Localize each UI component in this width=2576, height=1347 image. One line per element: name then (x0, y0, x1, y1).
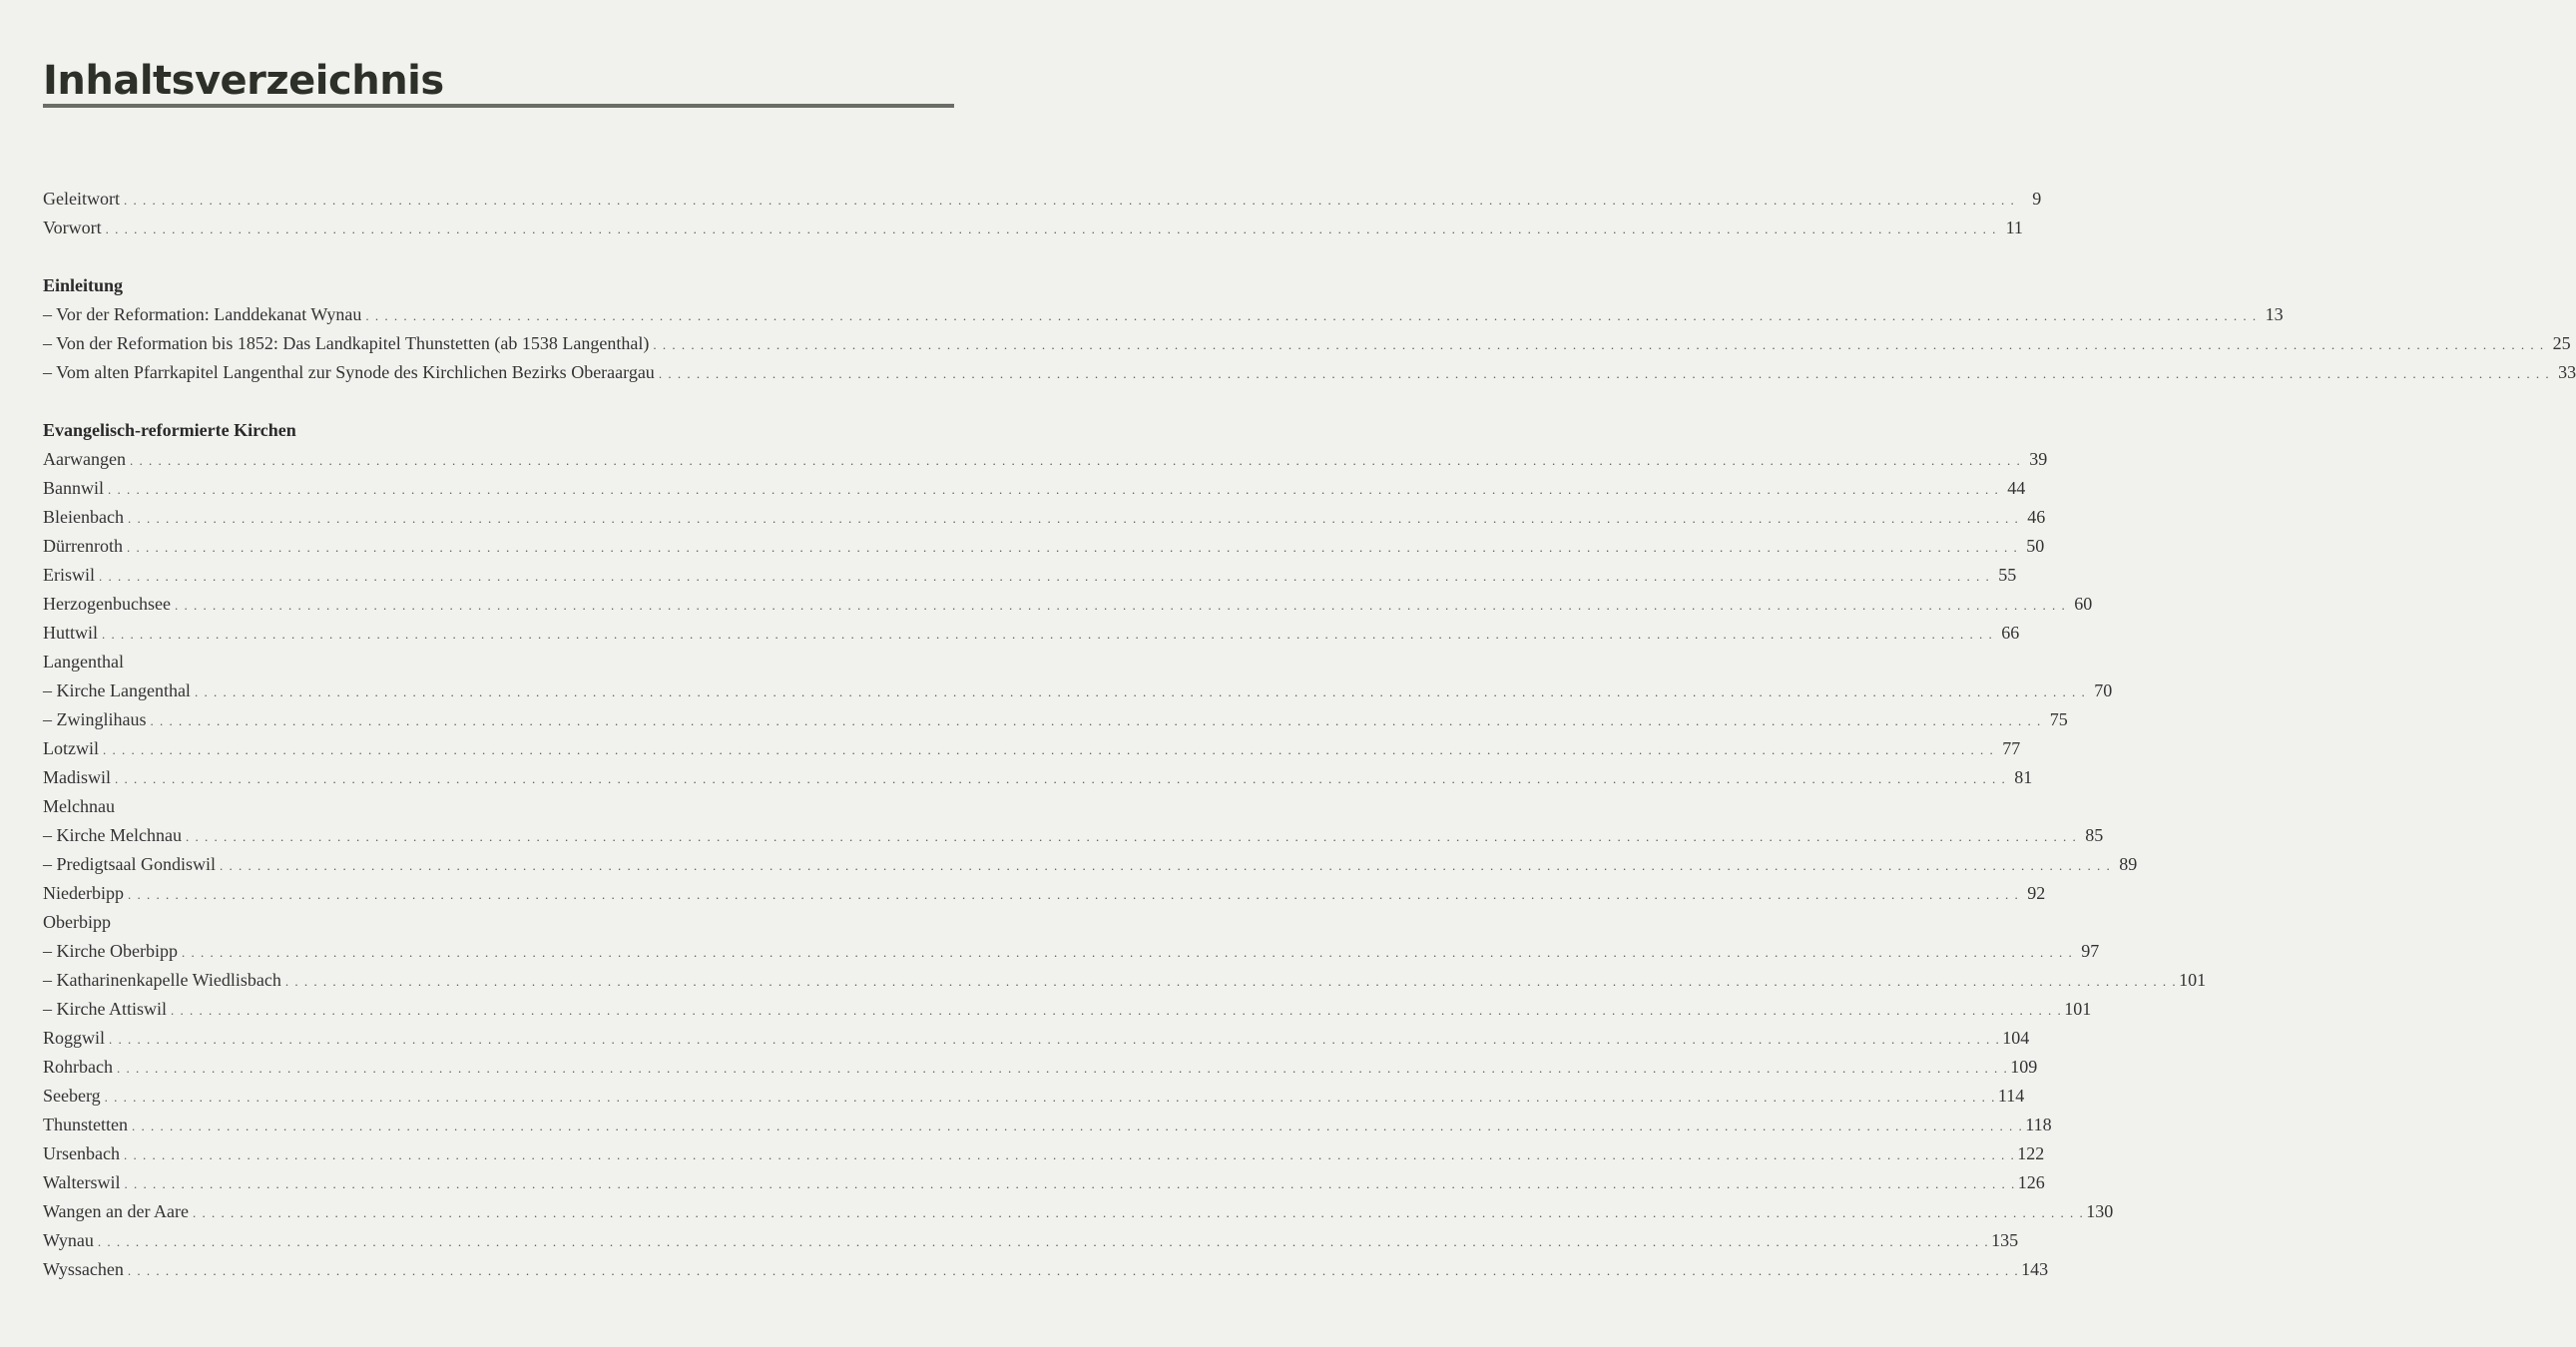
toc-entry-label: Huttwil (43, 623, 99, 643)
dot-leader: . . . . . . . . . . . . . . . . . . . . . . . . . . . . . . . . . . . . . . . . . . . . . . . . . . . . . . . . . . . . . . . . . . . . . . . . . . . . . . . . . . . . . . . . . . . . . . . . . . . . . . . . . . . . . . . . . . . . . . . . . . . . . . . . . . . . . . . . . . . . . . . . . . . . . . . . . . . . . . . . . . . . . . . . . . . . . . . . . . . . . . . . . . . . . . . . . . . . . . . . (220, 858, 2112, 873)
toc-page-number: 92 (2027, 883, 2046, 903)
toc-entry-label: Geleitwort (43, 189, 120, 209)
toc-page-number: 66 (2001, 623, 2020, 643)
toc-entry (43, 850, 2138, 879)
toc-page-number: 143 (2021, 1259, 2049, 1279)
toc-page-number: 55 (1998, 565, 2017, 585)
toc-entry (43, 879, 2046, 908)
toc-entry (43, 445, 2048, 474)
dot-leader: . . . . . . . . . . . . . . . . . . . . . . . . . . . . . . . . . . . . . . . . . . . . . . . . . . . . . . . . . . . . . . . . . . . . . . . . . . . . . . . . . . . . . . . . . . . . . . . . . . . . . . . . . . . . . . . . . . . . . . . . . . . . . . . . . . . . . . . . . . . . . . . . . . . . . . . . . . . . . . . . . . . . . . . . . . . . . . . . . . . . . . . . . . . . . . . . . . . . . . . . (97, 1234, 1990, 1249)
toc-entry (43, 1082, 2025, 1111)
toc-page-number: 130 (2086, 1201, 2114, 1221)
dot-leader: . . . . . . . . . . . . . . . . . . . . . . . . . . . . . . . . . . . . . . . . . . . . . . . . . . . . . . . . . . . . . . . . . . . . . . . . . . . . . . . . . . . . . . . . . . . . . . . . . . . . . . . . . . . . . . . . . . . . . . . . . . . . . . . . . . . . . . . . . . . . . . . . . . . . . . . . . . . . . . . . . . . . . . . . . . . . . . . . . . . . . . . . . . . . . . . . . . . . . . . . (124, 1176, 2016, 1191)
toc-entry (43, 619, 2020, 648)
toc-entry-label: Wyssachen (43, 1259, 124, 1279)
toc-entry (43, 214, 2023, 242)
toc-entry-label: Lotzwil (43, 738, 99, 758)
toc-entry-label: – Kirche Langenthal (43, 680, 191, 700)
toc-entry (43, 185, 2042, 214)
dot-leader: . . . . . . . . . . . . . . . . . . . . . . . . . . . . . . . . . . . . . . . . . . . . . . . . . . . . . . . . . . . . . . . . . . . . . . . . . . . . . . . . . . . . . . . . . . . . . . . . . . . . . . . . . . . . . . . . . . . . . . . . . . . . . . . . . . . . . . . . . . . . . . . . . . . . . . . . . . . . . . . . . . . . . . . . . . . . . . . . . . . . . . . . . . . . . . . . . . . . . . . . (116, 1061, 2009, 1076)
dot-leader: . . . . . . . . . . . . . . . . . . . . . . . . . . . . . . . . . . . . . . . . . . . . . . . . . . . . . . . . . . . . . . . . . . . . . . . . . . . . . . . . . . . . . . . . . . . . . . . . . . . . . . . . . . . . . . . . . . . . . . . . . . . . . . . . . . . . . . . . . . . . . . . . . . . . . . . . . . . . . . . . . . . . . . . . . . . . . . . . . . . . . . . . . . . . . . . . . . . . . . . . (123, 1147, 2016, 1162)
toc-entry-label: Wynau (43, 1230, 94, 1250)
toc-page-number: 89 (2119, 854, 2138, 874)
dot-leader: . . . . . . . . . . . . . . . . . . . . . . . . . . . . . . . . . . . . . . . . . . . . . . . . . . . . . . . . . . . . . . . . . . . . . . . . . . . . . . . . . . . . . . . . . . . . . . . . . . . . . . . . . . . . . . . . . . . . . . . . . . . . . . . . . . . . . . . . . . . . . . . . . . . . . . . . . . . . . . . . . . . . . . . . . . . . . . . . . . . . . . . . . . . . . . . . . . . . . . . . (150, 713, 2042, 728)
section-spacer (43, 387, 959, 416)
dot-leader: . . . . . . . . . . . . . . . . . . . . . . . . . . . . . . . . . . . . . . . . . . . . . . . . . . . . . . . . . . . . . . . . . . . . . . . . . . . . . . . . . . . . . . . . . . . . . . . . . . . . . . . . . . . . . . . . . . . . . . . . . . . . . . . . . . . . . . . . . . . . . . . . . . . . . . . . . . . . . . . . . . . . . . . . . . . . . . . . . . . . . . . . . . . . . . . . . . . . . . . . (365, 308, 2258, 323)
toc-entry (43, 763, 2033, 792)
toc-page-number: 39 (2029, 449, 2048, 469)
toc-entry (43, 329, 2571, 358)
dot-leader: . . . . . . . . . . . . . . . . . . . . . . . . . . . . . . . . . . . . . . . . . . . . . . . . . . . . . . . . . . . . . . . . . . . . . . . . . . . . . . . . . . . . . . . . . . . . . . . . . . . . . . . . . . . . . . . . . . . . . . . . . . . . . . . . . . . . . . . . . . . . . . . . . . . . . . . . . . . . . . . . . . . . . . . . . . . . . . . . . . . . . . . . . . . . . . . . . . . . . . . . (99, 569, 1991, 584)
toc-group-label: Oberbipp (43, 912, 111, 932)
toc-entry-label: Walterswil (43, 1172, 121, 1192)
toc-page-number: 77 (2002, 738, 2021, 758)
dot-leader: . . . . . . . . . . . . . . . . . . . . . . . . . . . . . . . . . . . . . . . . . . . . . . . . . . . . . . . . . . . . . . . . . . . . . . . . . . . . . . . . . . . . . . . . . . . . . . . . . . . . . . . . . . . . . . . . . . . . . . . . . . . . . . . . . . . . . . . . . . . . . . . . . . . . . . . . . . . . . . . . . . . . . . . . . . . . . . . . . . . . . . . . . . . . . . . . . . . . . . . . (192, 1205, 2085, 1220)
toc-entry (43, 300, 2284, 329)
toc-page-number: 85 (2085, 825, 2104, 845)
toc-entry (43, 561, 2017, 590)
toc-page-number: 126 (2017, 1172, 2045, 1192)
toc-page-number: 101 (2179, 970, 2207, 990)
toc-page-number: 33 (2558, 362, 2576, 382)
toc-entry-label: Madiswil (43, 767, 112, 787)
dot-leader: . . . . . . . . . . . . . . . . . . . . . . . . . . . . . . . . . . . . . . . . . . . . . . . . . . . . . . . . . . . . . . . . . . . . . . . . . . . . . . . . . . . . . . . . . . . . . . . . . . . . . . . . . . . . . . . . . . . . . . . . . . . . . . . . . . . . . . . . . . . . . . . . . . . . . . . . . . . . . . . . . . . . . . . . . . . . . . . . . . . . . . . . . . . . . . . . . . . . . . . . (102, 627, 1994, 642)
toc-entry (43, 705, 2068, 734)
toc-entry-label: Thunstetten (43, 1115, 128, 1134)
toc-entry (43, 1111, 2052, 1139)
toc-entry-label: Dürrenroth (43, 536, 123, 556)
dot-leader: . . . . . . . . . . . . . . . . . . . . . . . . . . . . . . . . . . . . . . . . . . . . . . . . . . . . . . . . . . . . . . . . . . . . . . . . . . . . . . . . . . . . . . . . . . . . . . . . . . . . . . . . . . . . . . . . . . . . . . . . . . . . . . . . . . . . . . . . . . . . . . . . . . . . . . . . . . . . . . . . . . . . . . . . . . . . . . . . . . . . . . . . . . . . . . . . . . . . . . . . (127, 1263, 2020, 1278)
toc-entry-label: Bannwil (43, 478, 104, 498)
toc-page-number: 81 (2014, 767, 2033, 787)
toc-entry (43, 1139, 2045, 1168)
toc-page-number: 25 (2552, 333, 2571, 353)
toc-group-label: Melchnau (43, 796, 115, 816)
toc-page-number: 13 (2265, 304, 2284, 324)
toc-entry-label: – Kirche Melchnau (43, 825, 182, 845)
dot-leader: . . . . . . . . . . . . . . . . . . . . . . . . . . . . . . . . . . . . . . . . . . . . . . . . . . . . . . . . . . . . . . . . . . . . . . . . . . . . . . . . . . . . . . . . . . . . . . . . . . . . . . . . . . . . . . . . . . . . . . . . . . . . . . . . . . . . . . . . . . . . . . . . . . . . . . . . . . . . . . . . . . . . . . . . . . . . . . . . . . . . . . . . . . . . . . . . . . . . . . . . (174, 598, 2067, 613)
page-title: Inhaltsverzeichnis (43, 58, 444, 104)
toc-page-number: 75 (2049, 709, 2068, 729)
toc-entry-label: – Zwinglihaus (43, 709, 147, 729)
toc-entry-label: – Katharinenkapelle Wiedlisbach (43, 970, 281, 990)
toc-entry (43, 966, 2207, 995)
dot-leader: . . . . . . . . . . . . . . . . . . . . . . . . . . . . . . . . . . . . . . . . . . . . . . . . . . . . . . . . . . . . . . . . . . . . . . . . . . . . . . . . . . . . . . . . . . . . . . . . . . . . . . . . . . . . . . . . . . . . . . . . . . . . . . . . . . . . . . . . . . . . . . . . . . . . . . . . . . . . . . . . . . . . . . . . . . . . . . . . . . . . . . . . . . . . . . . . . . . . . . . . (126, 540, 2019, 555)
dot-leader: . . . . . . . . . . . . . . . . . . . . . . . . . . . . . . . . . . . . . . . . . . . . . . . . . . . . . . . . . . . . . . . . . . . . . . . . . . . . . . . . . . . . . . . . . . . . . . . . . . . . . . . . . . . . . . . . . . . . . . . . . . . . . . . . . . . . . . . . . . . . . . . . . . . . . . . . . . . . . . . . . . . . . . . . . . . . . . . . . . . . . . . . . . . . . . . . . . . . . . . . (653, 337, 2545, 352)
toc-entry (43, 995, 2092, 1024)
toc-entry-label: Eriswil (43, 565, 95, 585)
toc-page-number: 9 (2032, 189, 2042, 209)
toc-entry-label: – Kirche Attiswil (43, 999, 167, 1019)
dot-leader: . . . . . . . . . . . . . . . . . . . . . . . . . . . . . . . . . . . . . . . . . . . . . . . . . . . . . . . . . . . . . . . . . . . . . . . . . . . . . . . . . . . . . . . . . . . . . . . . . . . . . . . . . . . . . . . . . . . . . . . . . . . . . . . . . . . . . . . . . . . . . . . . . . . . . . . . . . . . . . . . . . . . . . . . . . . . . . . . . . . . . . . . . . . . . . . . . . . . . . . . (108, 482, 2000, 497)
dot-leader: . . . . . . . . . . . . . . . . . . . . . . . . . . . . . . . . . . . . . . . . . . . . . . . . . . . . . . . . . . . . . . . . . . . . . . . . . . . . . . . . . . . . . . . . . . . . . . . . . . . . . . . . . . . . . . . . . . . . . . . . . . . . . . . . . . . . . . . . . . . . . . . . . . . . . . . . . . . . . . . . . . . . . . . . . . . . . . . . . . . . . . . . . . . . . . . . . . . . . . . . (658, 366, 2551, 381)
dot-leader: . . . . . . . . . . . . . . . . . . . . . . . . . . . . . . . . . . . . . . . . . . . . . . . . . . . . . . . . . . . . . . . . . . . . . . . . . . . . . . . . . . . . . . . . . . . . . . . . . . . . . . . . . . . . . . . . . . . . . . . . . . . . . . . . . . . . . . . . . . . . . . . . . . . . . . . . . . . . . . . . . . . . . . . . . . . . . . . . . . . . . . . . . . . . . . . . . . . . . . . . (129, 453, 2022, 468)
toc-entry-label: Ursenbach (43, 1143, 120, 1163)
toc-entry-label: – Von der Reformation bis 1852: Das Landkapitel Thunstetten (ab 1538 Langenthal) (43, 333, 650, 353)
dot-leader: . . . . . . . . . . . . . . . . . . . . . . . . . . . . . . . . . . . . . . . . . . . . . . . . . . . . . . . . . . . . . . . . . . . . . . . . . . . . . . . . . . . . . . . . . . . . . . . . . . . . . . . . . . . . . . . . . . . . . . . . . . . . . . . . . . . . . . . . . . . . . . . . . . . . . . . . . . . . . . . . . . . . . . . . . . . . . . . . . . . . . . . . . . . . . . . . . . . . . . . . (127, 887, 2020, 902)
dot-leader: . . . . . . . . . . . . . . . . . . . . . . . . . . . . . . . . . . . . . . . . . . . . . . . . . . . . . . . . . . . . . . . . . . . . . . . . . . . . . . . . . . . . . . . . . . . . . . . . . . . . . . . . . . . . . . . . . . . . . . . . . . . . . . . . . . . . . . . . . . . . . . . . . . . . . . . . . . . . . . . . . . . . . . . . . . . . . . . . . . . . . . . . . . . . . . . . . . . . . . . . (284, 974, 2178, 989)
toc-entry (43, 1226, 2019, 1255)
toc-page-number: 114 (1997, 1086, 2025, 1106)
toc-entry-label: Rohrbach (43, 1057, 113, 1077)
table-of-contents (43, 185, 2576, 1284)
toc-page-number: 60 (2074, 594, 2093, 614)
title-rule (43, 104, 954, 108)
dot-leader: . . . . . . . . . . . . . . . . . . . . . . . . . . . . . . . . . . . . . . . . . . . . . . . . . . . . . . . . . . . . . . . . . . . . . . . . . . . . . . . . . . . . . . . . . . . . . . . . . . . . . . . . . . . . . . . . . . . . . . . . . . . . . . . . . . . . . . . . . . . . . . . . . . . . . . . . . . . . . . . . . . . . . . . . . . . . . . . . . . . . . . . . . . . . . . . . . . . . . . . . (127, 511, 2020, 526)
toc-page-number: 50 (2026, 536, 2045, 556)
toc-entry (43, 532, 2045, 561)
toc-page-number: 118 (2025, 1115, 2052, 1134)
toc-entry-label: Roggwil (43, 1028, 106, 1048)
toc-entry-label: Aarwangen (43, 449, 126, 469)
toc-page-number: 46 (2027, 507, 2046, 527)
toc-entry (43, 821, 2104, 850)
dot-leader: . . . . . . . . . . . . . . . . . . . . . . . . . . . . . . . . . . . . . . . . . . . . . . . . . . . . . . . . . . . . . . . . . . . . . . . . . . . . . . . . . . . . . . . . . . . . . . . . . . . . . . . . . . . . . . . . . . . . . . . . . . . . . . . . . . . . . . . . . . . . . . . . . . . . . . . . . . . . . . . . . . . . . . . . . . . . . . . . . . . . . . . . . . . . . . . . . . . . . . . . (131, 1119, 2024, 1133)
toc-entry (43, 358, 2576, 387)
dot-leader: . . . . . . . . . . . . . . . . . . . . . . . . . . . . . . . . . . . . . . . . . . . . . . . . . . . . . . . . . . . . . . . . . . . . . . . . . . . . . . . . . . . . . . . . . . . . . . . . . . . . . . . . . . . . . . . . . . . . . . . . . . . . . . . . . . . . . . . . . . . . . . . . . . . . . . . . . . . . . . . . . . . . . . . . . . . . . . . . . . . . . . . . . . . . . . . . . . . . . . . . (185, 829, 2078, 844)
toc-entry (43, 1197, 2114, 1226)
toc-entry-label: Seeberg (43, 1086, 101, 1106)
toc-page-number: 122 (2017, 1143, 2045, 1163)
toc-page-number: 70 (2094, 680, 2113, 700)
toc-page-number: 97 (2081, 941, 2100, 961)
dot-leader: . . . . . . . . . . . . . . . . . . . . . . . . . . . . . . . . . . . . . . . . . . . . . . . . . . . . . . . . . . . . . . . . . . . . . . . . . . . . . . . . . . . . . . . . . . . . . . . . . . . . . . . . . . . . . . . . . . . . . . . . . . . . . . . . . . . . . . . . . . . . . . . . . . . . . . . . . . . . . . . . . . . . . . . . . . . . . . . . . . . . . . . . . . . . . . . . . . . . . . . . (171, 1003, 2063, 1018)
toc-page-number: 11 (2005, 218, 2023, 237)
toc-entry (43, 937, 2100, 966)
toc-entry-label: – Predigtsaal Gondiswil (43, 854, 216, 874)
toc-entry (43, 1053, 2038, 1082)
toc-entry (43, 1255, 2049, 1284)
section-spacer (43, 242, 959, 271)
toc-entry (43, 676, 2113, 705)
toc-entry (43, 1024, 2030, 1053)
toc-page-number: 135 (1991, 1230, 2019, 1250)
dot-leader: . . . . . . . . . . . . . . . . . . . . . . . . . . . . . . . . . . . . . . . . . . . . . . . . . . . . . . . . . . . . . . . . . . . . . . . . . . . . . . . . . . . . . . . . . . . . . . . . . . . . . . . . . . . . . . . . . . . . . . . . . . . . . . . . . . . . . . . . . . . . . . . . . . . . . . . . . . . . . . . . . . . . . . . . . . . . . . . . . . . . . . . . . . . . . . . . . . . . . . . . (103, 742, 1995, 757)
toc-page-number: 44 (2007, 478, 2026, 498)
dot-leader: . . . . . . . . . . . . . . . . . . . . . . . . . . . . . . . . . . . . . . . . . . . . . . . . . . . . . . . . . . . . . . . . . . . . . . . . . . . . . . . . . . . . . . . . . . . . . . . . . . . . . . . . . . . . . . . . . . . . . . . . . . . . . . . . . . . . . . . . . . . . . . . . . . . . . . . . . . . . . . . . . . . . . . . . . . . . . . . . . . . . . . . . . . . . . . . . . . . . . . . . (194, 684, 2087, 699)
section-heading: Evangelisch-reformierte Kirchen (43, 420, 296, 440)
dot-leader: . . . . . . . . . . . . . . . . . . . . . . . . . . . . . . . . . . . . . . . . . . . . . . . . . . . . . . . . . . . . . . . . . . . . . . . . . . . . . . . . . . . . . . . . . . . . . . . . . . . . . . . . . . . . . . . . . . . . . . . . . . . . . . . . . . . . . . . . . . . . . . . . . . . . . . . . . . . . . . . . . . . . . . . . . . . . . . . . . . . . . . . . . . . . . . . . . . . . . . . . (181, 945, 2074, 960)
toc-entry-label: – Kirche Oberbipp (43, 941, 178, 961)
dot-leader: . . . . . . . . . . . . . . . . . . . . . . . . . . . . . . . . . . . . . . . . . . . . . . . . . . . . . . . . . . . . . . . . . . . . . . . . . . . . . . . . . . . . . . . . . . . . . . . . . . . . . . . . . . . . . . . . . . . . . . . . . . . . . . . . . . . . . . . . . . . . . . . . . . . . . . . . . . . . . . . . . . . . . . . . . . . . . . . . . . . . . . . . . . . . . . . . . . . . . . . . (109, 1032, 2001, 1047)
toc-entry-label: Wangen an der Aare (43, 1201, 189, 1221)
section-heading: Einleitung (43, 275, 124, 295)
toc-entry (43, 1168, 2045, 1197)
toc-page-number: 104 (2002, 1028, 2030, 1048)
toc-page-number: 109 (2010, 1057, 2038, 1077)
toc-entry-label: Niederbipp (43, 883, 124, 903)
dot-leader: . . . . . . . . . . . . . . . . . . . . . . . . . . . . . . . . . . . . . . . . . . . . . . . . . . . . . . . . . . . . . . . . . . . . . . . . . . . . . . . . . . . . . . . . . . . . . . . . . . . . . . . . . . . . . . . . . . . . . . . . . . . . . . . . . . . . . . . . . . . . . . . . . . . . . . . . . . . . . . . . . . . . . . . . . . . . . . . . . . . . . . . . . . . . . . . . . . . . . . . . (115, 771, 2007, 786)
dot-leader: . . . . . . . . . . . . . . . . . . . . . . . . . . . . . . . . . . . . . . . . . . . . . . . . . . . . . . . . . . . . . . . . . . . . . . . . . . . . . . . . . . . . . . . . . . . . . . . . . . . . . . . . . . . . . . . . . . . . . . . . . . . . . . . . . . . . . . . . . . . . . . . . . . . . . . . . . . . . . . . . . . . . . . . . . . . . . . . . . . . . . . . . . . . . . . . . . . . . . . . . (105, 222, 1997, 236)
toc-entry-label: – Vor der Reformation: Landdekanat Wynau (43, 304, 362, 324)
toc-group-label: Langenthal (43, 652, 124, 672)
toc-entry (43, 503, 2046, 532)
toc-entry-label: Bleienbach (43, 507, 124, 527)
toc-entry (43, 474, 2026, 503)
toc-entry-label: – Vom alten Pfarrkapitel Langenthal zur Synode des Kirchlichen Bezirks Oberaargau (43, 362, 655, 382)
toc-entry-label: Herzogenbuchsee (43, 594, 171, 614)
toc-entry (43, 734, 2021, 763)
dot-leader: . . . . . . . . . . . . . . . . . . . . . . . . . . . . . . . . . . . . . . . . . . . . . . . . . . . . . . . . . . . . . . . . . . . . . . . . . . . . . . . . . . . . . . . . . . . . . . . . . . . . . . . . . . . . . . . . . . . . . . . . . . . . . . . . . . . . . . . . . . . . . . . . . . . . . . . . . . . . . . . . . . . . . . . . . . . . . . . . . . . . . . . . . . . . . . . . . . . . . . . . (123, 193, 2016, 208)
dot-leader: . . . . . . . . . . . . . . . . . . . . . . . . . . . . . . . . . . . . . . . . . . . . . . . . . . . . . . . . . . . . . . . . . . . . . . . . . . . . . . . . . . . . . . . . . . . . . . . . . . . . . . . . . . . . . . . . . . . . . . . . . . . . . . . . . . . . . . . . . . . . . . . . . . . . . . . . . . . . . . . . . . . . . . . . . . . . . . . . . . . . . . . . . . . . . . . . . . . . . . . . (104, 1090, 1996, 1105)
toc-page-number: 101 (2064, 999, 2092, 1019)
toc-entry-label: Vorwort (43, 218, 102, 237)
toc-entry (43, 590, 2093, 619)
